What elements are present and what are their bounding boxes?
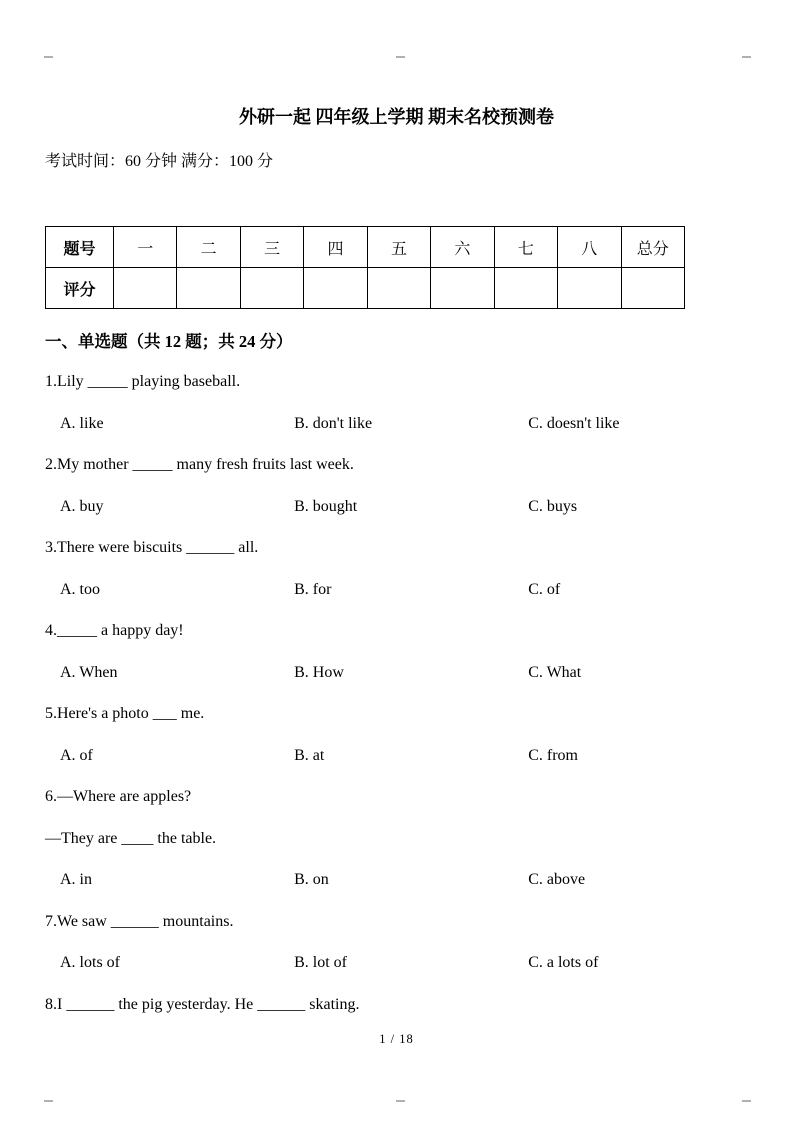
score-table-col: 总分 [621, 227, 685, 268]
score-cell [431, 268, 494, 309]
page-margin-mark [396, 1100, 405, 1102]
score-table-col: 八 [558, 227, 621, 268]
question-stem: 1.Lily _____ playing baseball. [45, 373, 241, 390]
option-c: C. above [528, 871, 586, 888]
question-stem: 2.My mother _____ many fresh fruits last week. [45, 456, 354, 473]
option-c: C. buys [528, 497, 578, 515]
page-margin-mark [44, 1100, 53, 1102]
question-8 [45, 984, 748, 1026]
question-3 [45, 527, 748, 610]
score-table-col: 一 [114, 227, 177, 268]
question-7 [45, 901, 748, 984]
option-a: A. in [60, 871, 92, 888]
question-stem: 5.Here's a photo ___ me. [45, 705, 205, 722]
question-stem-line2: —They are ____ the table. [45, 829, 217, 847]
page-margin-mark [742, 1100, 751, 1102]
score-table-col: 二 [177, 227, 240, 268]
option-a: A. When [60, 663, 118, 681]
option-b: B. lot of [294, 954, 347, 971]
score-cell [558, 268, 621, 309]
score-table-col: 四 [304, 227, 367, 268]
option-b: B. bought [294, 497, 358, 515]
question-stem: 8.I ______ the pig yesterday. He ______ skating. [45, 995, 360, 1013]
score-table-score-label: 评分 [46, 268, 114, 309]
option-c: C. of [528, 580, 561, 598]
question-stem: 7.We saw ______ mountains. [45, 912, 234, 930]
option-c: C. a lots of [528, 954, 599, 971]
options-row [45, 486, 748, 528]
questions-list [45, 361, 748, 1025]
page-number: 1 / 18 [379, 1032, 414, 1046]
option-a: A. buy [60, 497, 104, 515]
page-margin-mark [44, 56, 53, 58]
exam-info: 考试时间：60 分钟 满分：100 分 [45, 153, 274, 170]
score-cell [494, 268, 557, 309]
page-margin-mark [396, 56, 405, 58]
question-stem: 4._____ a happy day! [45, 622, 184, 639]
option-b: B. How [294, 663, 344, 681]
option-a: A. lots of [60, 954, 120, 971]
options-row [45, 569, 748, 611]
score-cell [367, 268, 430, 309]
score-cell [304, 268, 367, 309]
option-c: C. doesn't like [528, 414, 620, 432]
option-b: B. on [294, 871, 329, 888]
score-table-score-row [46, 268, 685, 309]
score-cell [621, 268, 685, 309]
option-a: A. too [60, 580, 100, 598]
score-table-col: 五 [367, 227, 430, 268]
option-b: B. for [294, 580, 332, 598]
option-b: B. don't like [294, 414, 373, 432]
section-heading: 一、单选题（共 12 题；共 24 分） [45, 332, 293, 351]
score-cell [240, 268, 303, 309]
question-1 [45, 361, 748, 444]
options-row [45, 942, 748, 984]
score-table-header-row [46, 227, 685, 268]
question-2 [45, 444, 748, 527]
score-table-col: 三 [240, 227, 303, 268]
score-cell [114, 268, 177, 309]
score-cell [177, 268, 240, 309]
score-table-header-label: 题号 [46, 227, 114, 268]
score-table-col: 六 [431, 227, 494, 268]
question-5 [45, 693, 748, 776]
option-c: C. What [528, 663, 582, 681]
option-b: B. at [294, 746, 325, 764]
question-6 [45, 776, 748, 901]
score-table-col: 七 [494, 227, 557, 268]
option-a: A. like [60, 414, 104, 432]
option-c: C. from [528, 746, 578, 764]
page-margin-mark [742, 56, 751, 58]
page-title: 外研一起 四年级上学期 期末名校预测卷 [239, 107, 554, 127]
options-row [45, 403, 748, 445]
question-4 [45, 610, 748, 693]
options-row [45, 735, 748, 777]
options-row [45, 859, 748, 901]
option-a: A. of [60, 746, 93, 764]
score-table [45, 226, 685, 309]
question-stem: 6.—Where are apples? [45, 788, 192, 805]
question-stem: 3.There were biscuits ______ all. [45, 539, 259, 556]
options-row [45, 652, 748, 694]
